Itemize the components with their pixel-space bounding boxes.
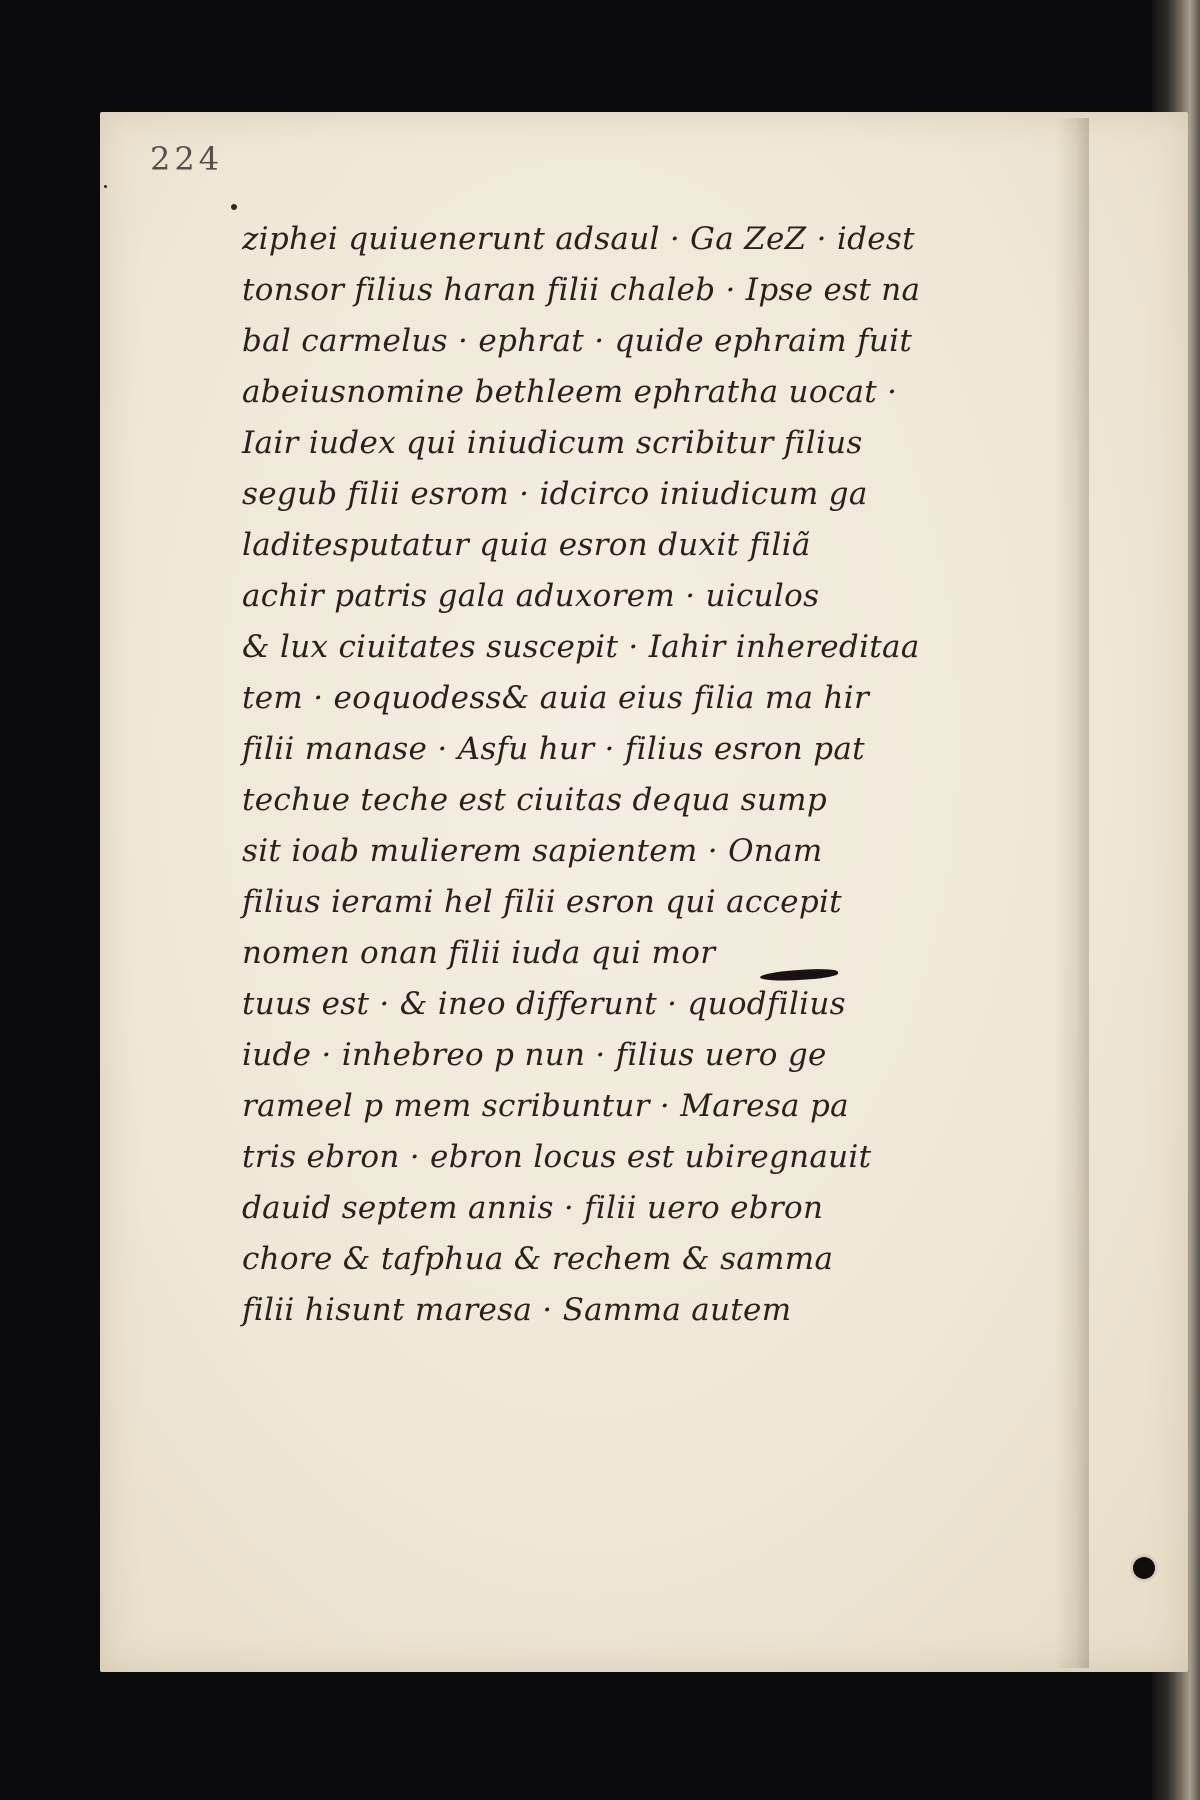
text-line: filii hisunt maresa · Samma autem	[242, 1292, 792, 1328]
text-line: laditesputatur quia esron duxit filiã	[242, 527, 811, 563]
text-line: dauid septem annis · filii uero ebron	[242, 1190, 824, 1226]
text-line: rameel p mem scribuntur · Maresa pa	[242, 1088, 849, 1124]
text-line: bal carmelus · ephrat · quide ephraim fuit	[242, 323, 913, 359]
text-line: achir patris gala aduxorem · uiculos	[242, 578, 820, 614]
text-line: filius ierami hel filii esron qui accepit	[242, 884, 842, 920]
text-line: segub filii esrom · idcirco iniudicum ga	[242, 476, 868, 512]
parchment-hole	[1133, 1557, 1155, 1579]
ink-dot	[231, 204, 237, 210]
text-line: tuus est · & ineo differunt · quodfilius	[242, 986, 846, 1022]
text-line: sit ioab mulierem sapientem · Onam	[242, 833, 823, 869]
folio-number: 224	[150, 140, 224, 178]
text-line: abeiusnomine bethleem ephratha uocat ·	[242, 374, 898, 410]
text-line: ziphei quiuenerunt adsaul · Ga ZeZ · idest	[242, 221, 915, 257]
text-line: chore & tafphua & rechem & samma	[242, 1241, 834, 1277]
text-line: nomen onan filii iuda qui mor	[242, 935, 716, 971]
margin-dot	[104, 185, 107, 188]
text-line: tem · eoquodess& auia eius filia ma hir	[242, 680, 870, 716]
text-line: tonsor filius haran filii chaleb · Ipse est na	[242, 272, 921, 308]
text-line: tris ebron · ebron locus est ubiregnauit	[242, 1139, 872, 1175]
text-line: iude · inhebreo p nun · filius uero ge	[242, 1037, 827, 1073]
text-line: filii manase · Asfu hur · filius esron pat	[242, 731, 865, 767]
manuscript-text	[242, 214, 1092, 1336]
text-line: Iair iudex qui iniudicum scribitur filius	[242, 425, 863, 461]
text-line: techue teche est ciuitas dequa sump	[242, 782, 827, 818]
text-line: & lux ciuitates suscepit · Iahir inhereditaa	[242, 629, 920, 665]
